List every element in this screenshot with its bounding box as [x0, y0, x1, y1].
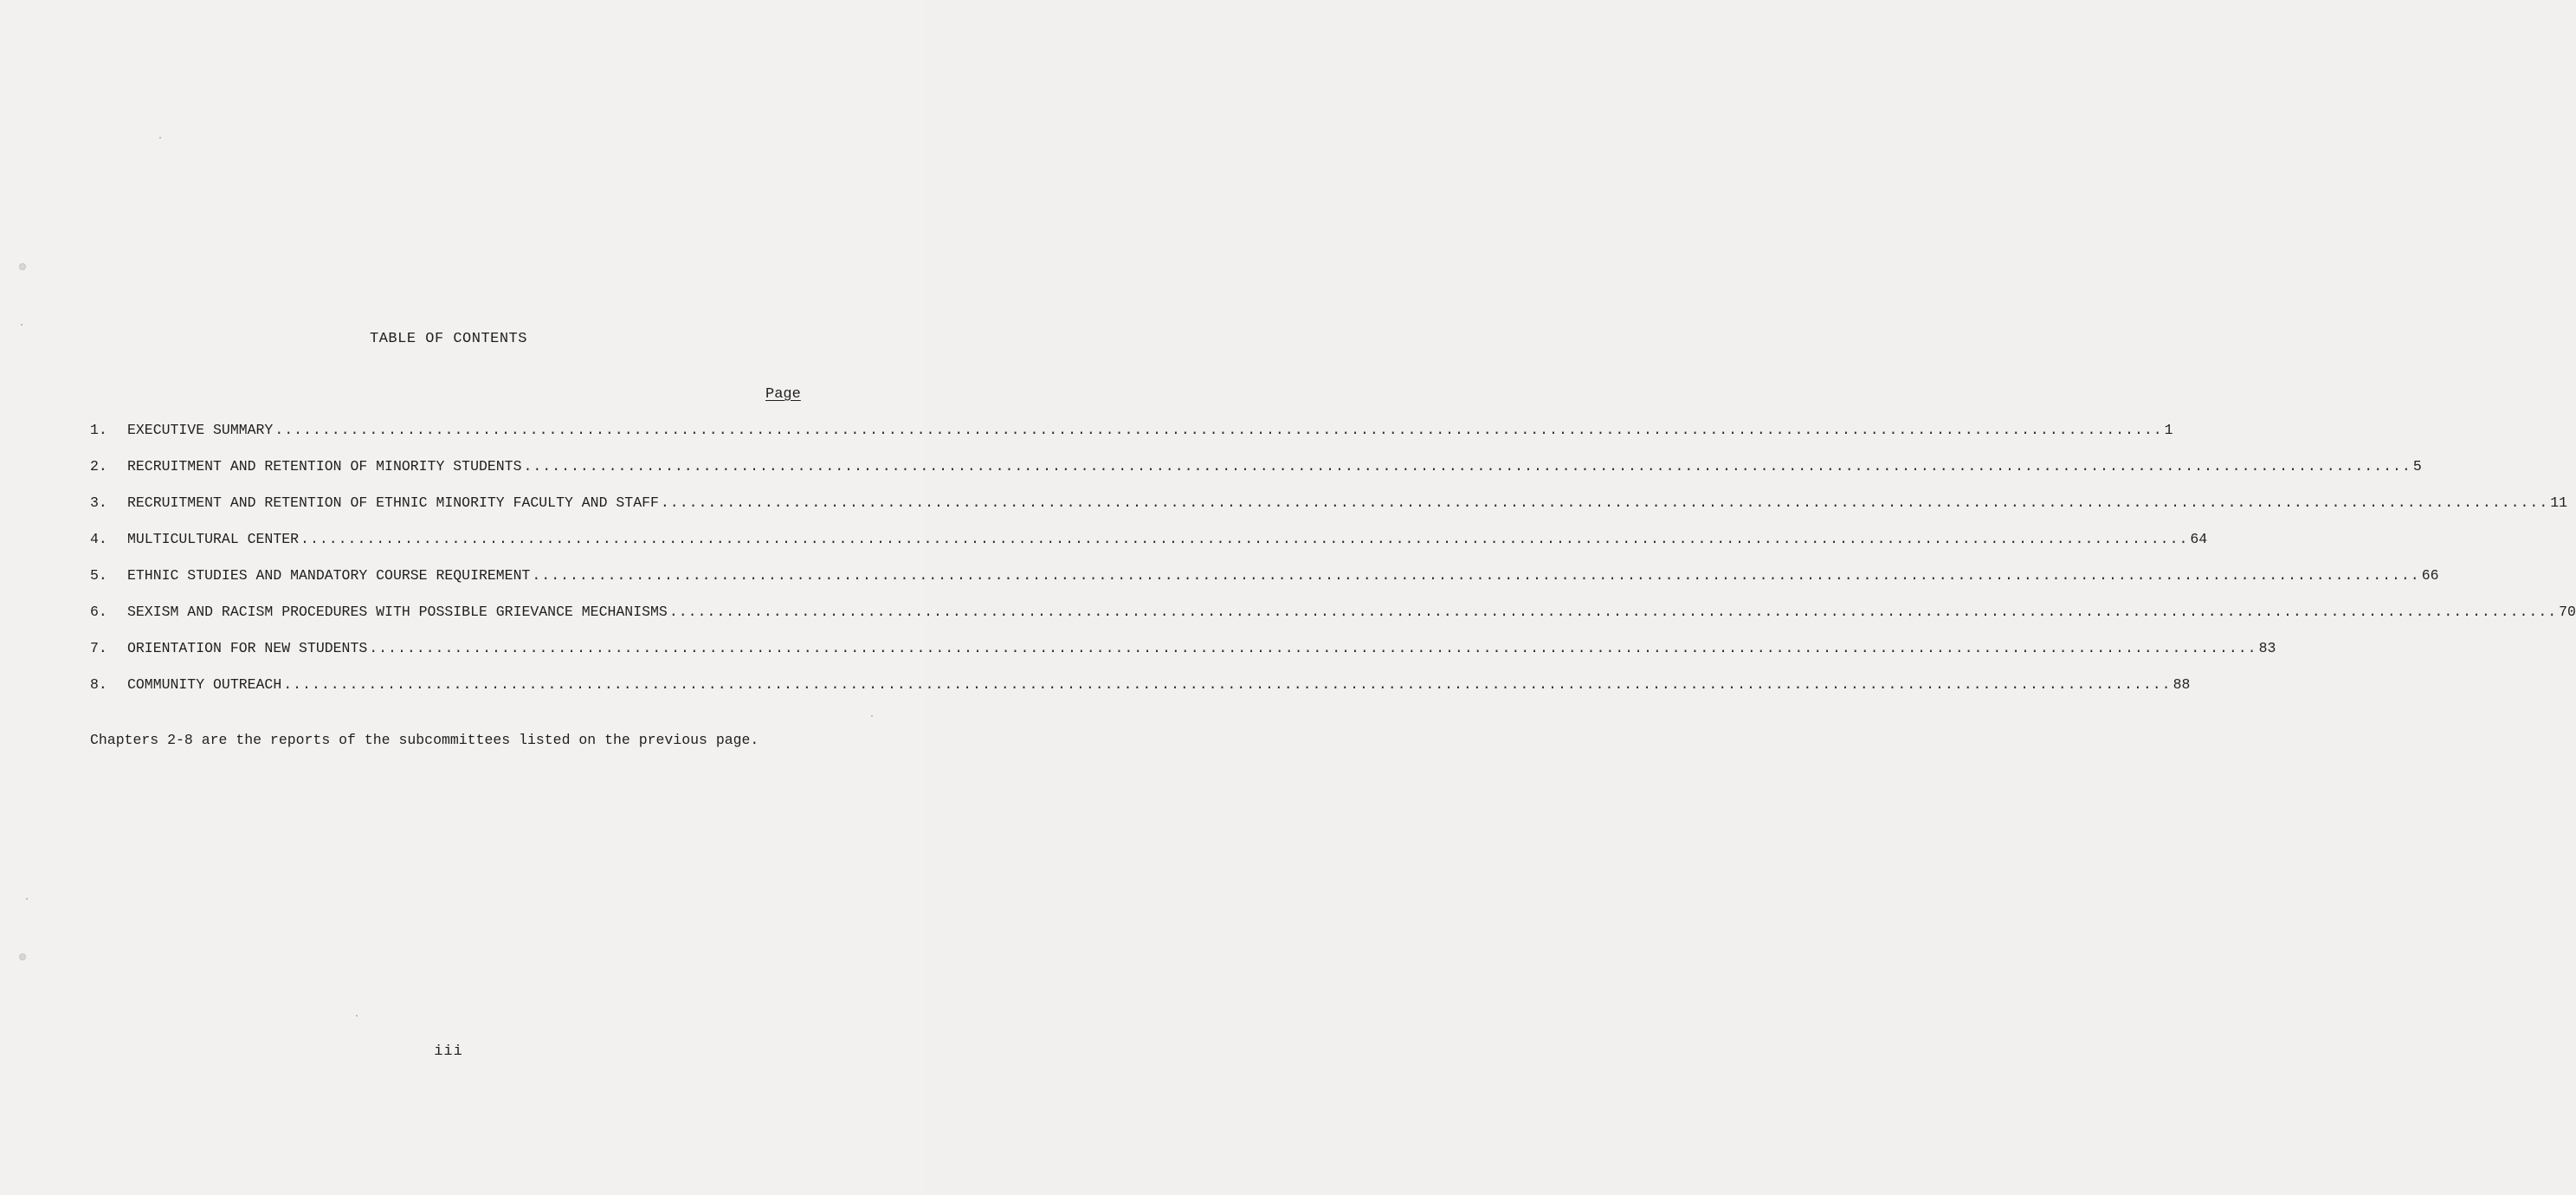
entry-label: RECRUITMENT AND RETENTION OF MINORITY STUDENTS — [127, 458, 522, 475]
paper-speck — [159, 137, 161, 139]
dot-leader: ........................................................................................................................................................................................................ — [660, 494, 2549, 511]
paper-speck — [26, 898, 28, 900]
entry-page: 1 — [2164, 422, 2173, 438]
dot-leader: ........................................................................................................................................................................................................ — [283, 676, 2172, 693]
entry-label: MULTICULTURAL CENTER — [127, 531, 300, 547]
toc-entry[interactable] — [90, 604, 2576, 640]
page-number: iii — [434, 1043, 463, 1060]
paper-speck — [871, 715, 873, 717]
paper-speck — [21, 324, 23, 326]
entry-page: 70 — [2559, 604, 2576, 620]
entry-page: 66 — [2421, 567, 2439, 584]
entry-number: 7. — [90, 640, 107, 656]
dot-leader: ........................................................................................................................................................................................................ — [369, 640, 2257, 656]
entry-number: 8. — [90, 676, 107, 693]
entry-page: 5 — [2412, 458, 2422, 475]
entry-page: 88 — [2172, 676, 2191, 693]
toc-entry[interactable] — [90, 567, 2439, 604]
dot-leader: ........................................................................................................................................................................................................ — [668, 604, 2558, 620]
dot-leader: ........................................................................................................................................................................................................ — [274, 422, 2163, 438]
entry-page: 64 — [2190, 531, 2208, 547]
page-column-heading: Page — [765, 386, 801, 403]
punch-hole — [19, 953, 26, 960]
entry-label: COMMUNITY OUTREACH — [127, 676, 282, 693]
entry-number: 5. — [90, 567, 107, 584]
punch-hole — [19, 263, 26, 270]
dot-leader: ........................................................................................................................................................................................................ — [523, 458, 2411, 475]
entry-label: ORIENTATION FOR NEW STUDENTS — [127, 640, 368, 656]
entry-label: ETHNIC STUDIES AND MANDATORY COURSE REQUIREMENT — [127, 567, 531, 584]
entry-page: 83 — [2258, 640, 2276, 656]
entry-label: EXECUTIVE SUMMARY — [127, 422, 274, 438]
entry-number: 2. — [90, 458, 107, 475]
entry-page: 11 — [2550, 494, 2568, 511]
toc-entry[interactable] — [90, 494, 2568, 531]
dot-leader: ........................................................................................................................................................................................................ — [300, 531, 2189, 547]
toc-title: TABLE OF CONTENTS — [370, 331, 527, 347]
entry-label: SEXISM AND RACISM PROCEDURES WITH POSSIBLE GRIEVANCE MECHANISMS — [127, 604, 668, 620]
toc-entry[interactable] — [90, 458, 2422, 494]
dot-leader: ........................................................................................................................................................................................................ — [532, 567, 2420, 584]
entry-number: 4. — [90, 531, 107, 547]
paper-speck — [356, 1015, 358, 1017]
toc-entry[interactable] — [90, 422, 2173, 458]
toc-list — [90, 422, 2576, 713]
entry-number: 3. — [90, 494, 107, 511]
toc-entry[interactable] — [90, 676, 2191, 713]
toc-entry[interactable] — [90, 531, 2208, 567]
entry-label: RECRUITMENT AND RETENTION OF ETHNIC MINORITY FACULTY AND STAFF — [127, 494, 659, 511]
entry-number: 6. — [90, 604, 107, 620]
chapters-note: Chapters 2-8 are the reports of the subcommittees listed on the previous page. — [90, 732, 759, 748]
toc-entry[interactable] — [90, 640, 2276, 676]
entry-number: 1. — [90, 422, 107, 438]
